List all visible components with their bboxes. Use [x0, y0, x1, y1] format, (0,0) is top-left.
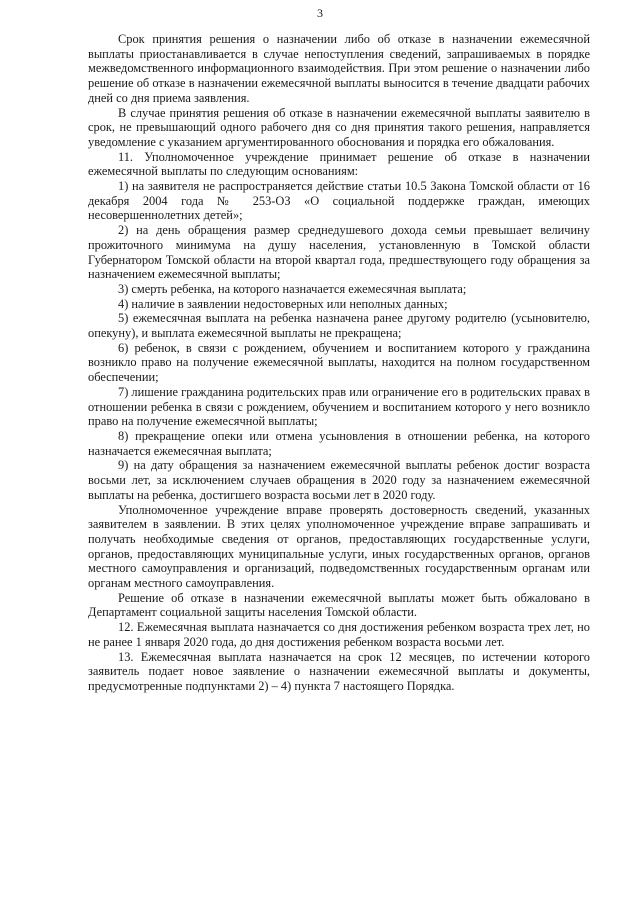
page-number: 3: [317, 6, 323, 20]
list-item-ground-1: 1) на заявителя не распространяется действие статьи 10.5 Закона Томской области от 16 декабря 2004 года № 253-ОЗ «О социальной поддержке граждан, имеющих несовершеннолетних детей»;: [88, 179, 590, 223]
list-item-ground-3: 3) смерть ребенка, на которого назначается ежемесячная выплата;: [118, 281, 467, 296]
list-item-ground-7: 7) лишение гражданина родительских прав или ограничение его в родительских правах в отношении ребенка в связи с рождением, обучением и воспитанием которого у него возникло право на получение ежемесячной выплаты;: [88, 384, 590, 429]
paragraph-11-refusal-grounds: 11. Уполномоченное учреждение принимает решение об отказе в назначении ежемесячной выплаты по следующим основаниям:: [88, 149, 590, 179]
document-body: [88, 32, 590, 694]
list-item-ground-8: 8) прекращение опеки или отмена усыновления в отношении ребенка, на которого назначается ежемесячная выплата;: [88, 428, 590, 458]
list-item-ground-4: 4) наличие в заявлении недостоверных или неполных данных;: [118, 296, 448, 311]
list-item-ground-9: 9) на дату обращения за назначением ежемесячной выплаты ребенок достиг возраста восьми лет, за исключением случаев обращения в 2020 году за назначением ежемесячной выплаты на ребенка, достигшего возраста восьми лет в 2020 году.: [88, 458, 590, 502]
list-item-ground-5: 5) ежемесячная выплата на ребенка назначена ранее другому родителю (усыновителю, опекуну), и выплата ежемесячной выплаты не прекращена;: [88, 311, 590, 341]
list-item-ground-6: 6) ребенок, в связи с рождением, обучением и воспитанием которого у гражданина возникло право на получение ежемесячной выплаты, находится на полном государственном обеспечении;: [88, 340, 590, 385]
paragraph-13-payment-term: 13. Ежемесячная выплата назначается на срок 12 месяцев, по истечении которого заявитель подает новое заявление о назначении ежемесячной выплаты и документы, предусмотренные подпунктами 2) – 4) пункта 7 настоящего Порядка.: [88, 649, 590, 693]
paragraph-verification-right: Уполномоченное учреждение вправе проверять достоверность сведений, указанных заявителем в заявлении. В этих целях уполномоченное учреждение вправе запрашивать и получать необходимые сведения от органов, предоставляющих государственные услуги, органов, предоставляющих муниципальные услуги, иных государственных органов, органов местного самоуправления и организаций, подведомственных государственным органам или органам местного самоуправления.: [88, 502, 590, 591]
paragraph-decision-deadline: Срок принятия решения о назначении либо об отказе в назначении ежемесячной выплаты приостанавливается в случае непоступления сведений, запрашиваемых в порядке межведомственного информационного взаимодействия. При этом решение о назначении либо решение об отказе в назначении ежемесячной выплаты выносится в течение двадцати рабочих дней со дня приема заявления.: [88, 32, 590, 105]
paragraph-refusal-notice: В случае принятия решения об отказе в назначении ежемесячной выплаты заявителю в срок, не превышающий одного рабочего дня со дня принятия такого решения, направляется уведомление с указанием аргументированного обоснования и порядка его обжалования.: [88, 105, 590, 149]
paragraph-12-payment-start: 12. Ежемесячная выплата назначается со дня достижения ребенком возраста трех лет, но не ранее 1 января 2020 года, до дня достижения ребенком возраста восьми лет.: [88, 620, 590, 649]
paragraph-appeal: Решение об отказе в назначении ежемесячной выплаты может быть обжаловано в Департамент социальной защиты населения Томской области.: [88, 590, 590, 620]
list-item-ground-2: 2) на день обращения размер среднедушевого дохода семьи превышает величину прожиточного минимума на душу населения, установленную в Томской области Губернатором Томской области на второй квартал года, предшествующего году обращения за назначением ежемесячной выплаты;: [88, 223, 590, 282]
